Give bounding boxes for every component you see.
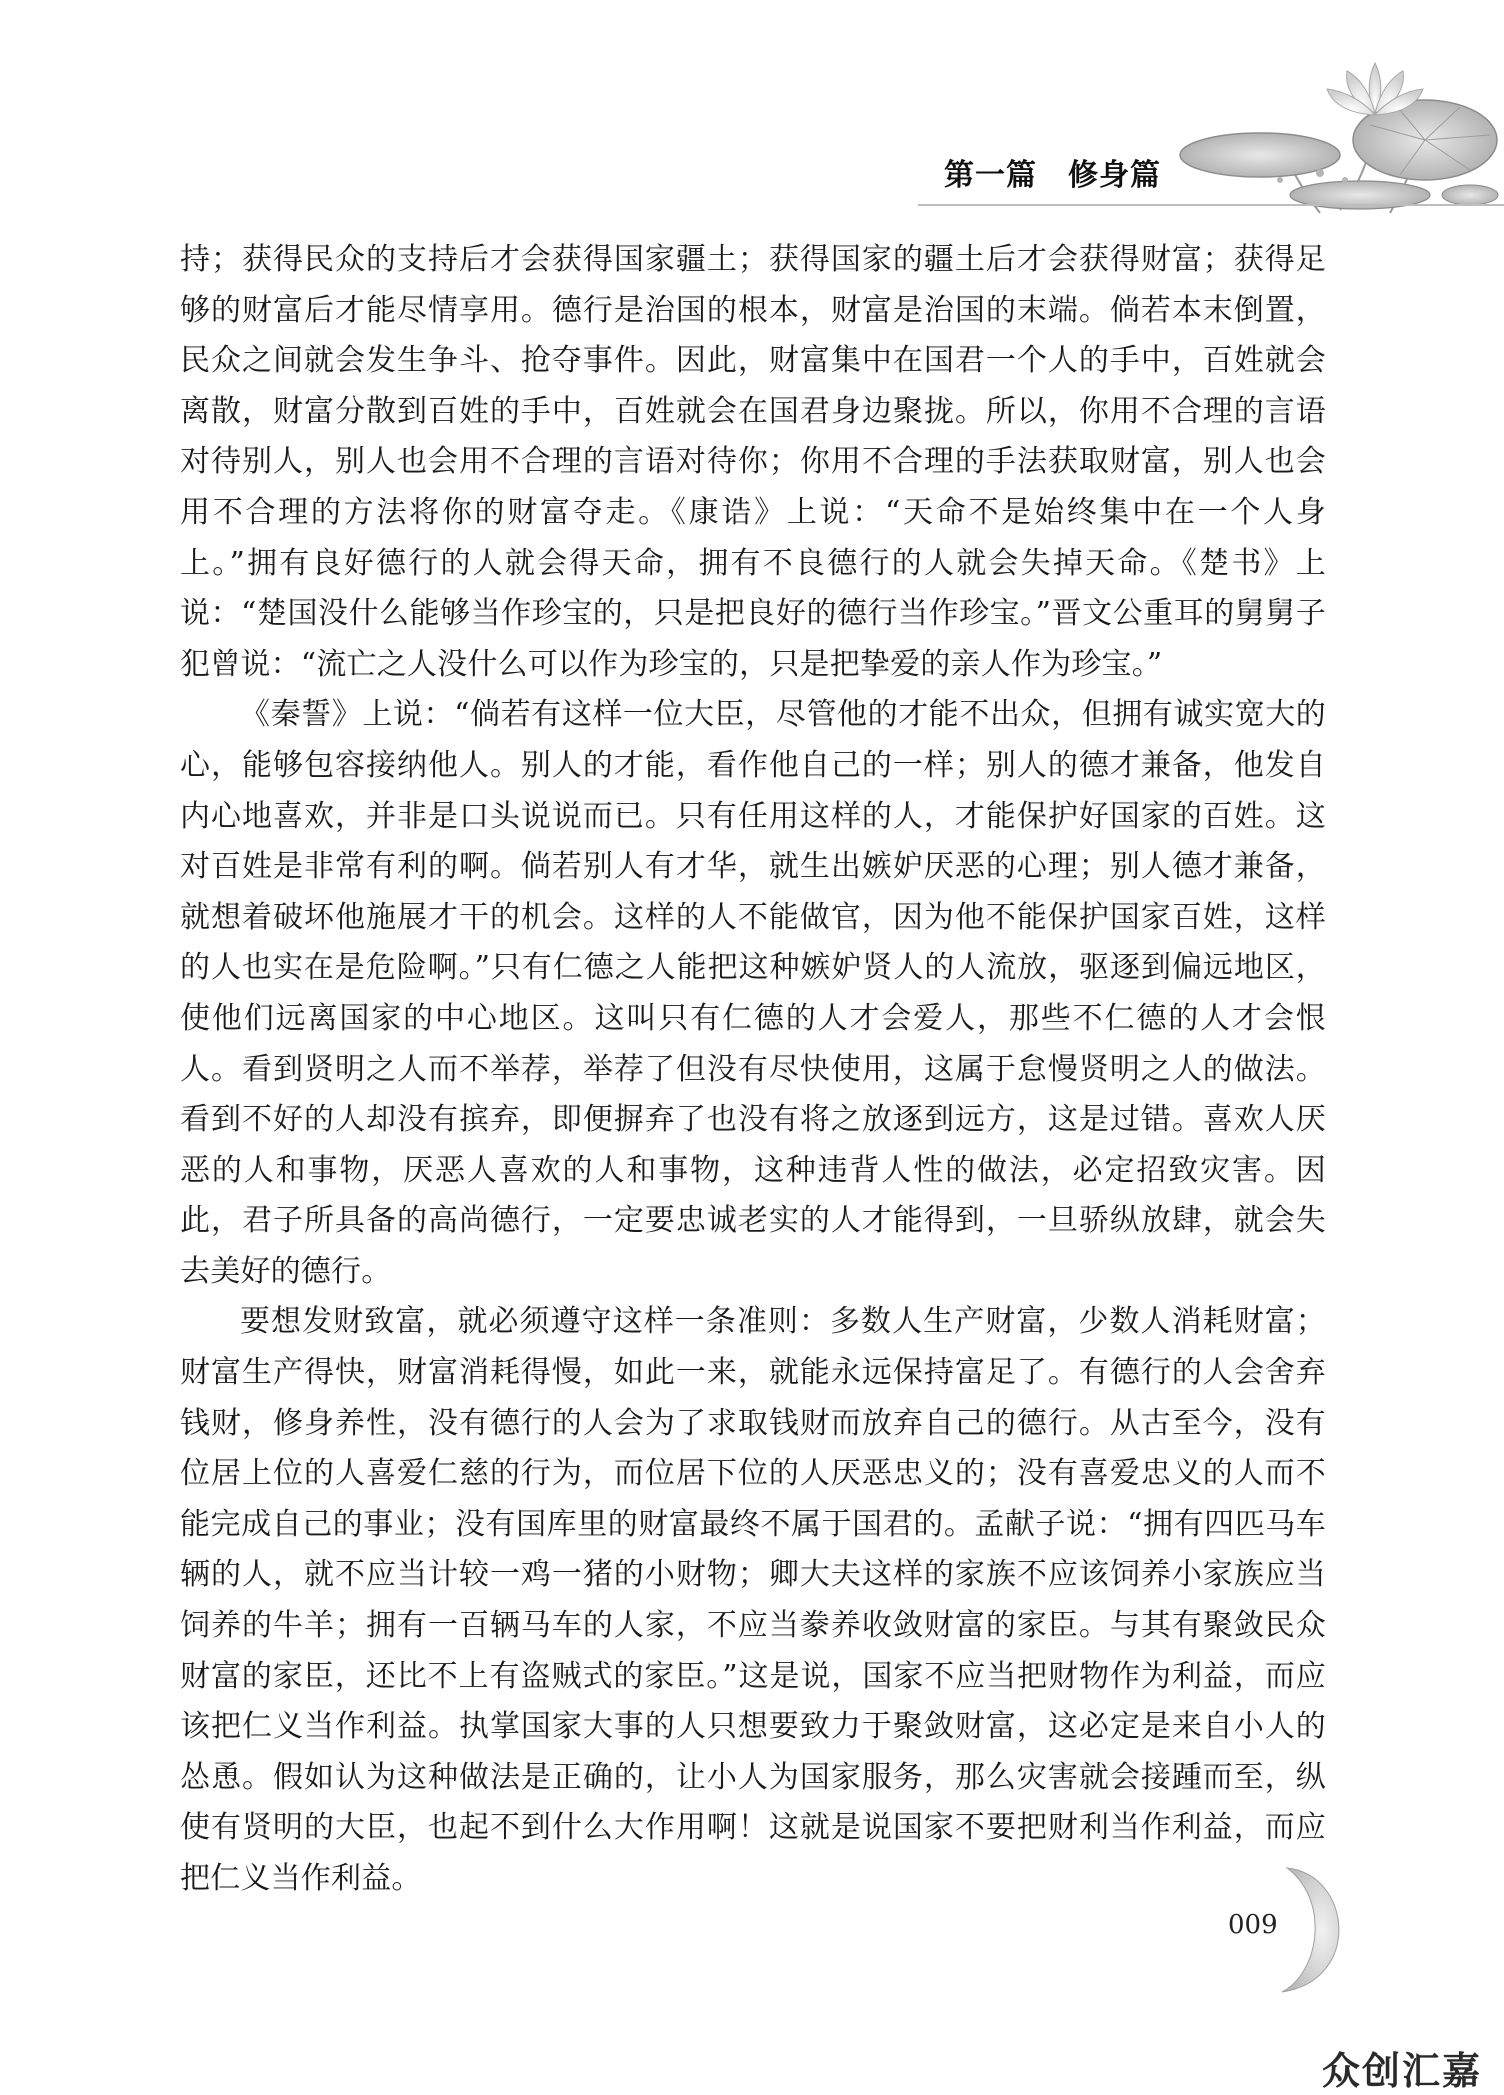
lotus-decoration-icon (1170, 55, 1500, 215)
page-header (0, 0, 1504, 215)
paragraph-1: 持；获得民众的支持后才会获得国家疆土；获得国家的疆土后才会获得财富；获得足够的财富后才能尽情享用。德行是治国的根本，财富是治国的末端。倘若本末倒置，民众之间就会发生争斗、抢夺事件。因此，财富集中在国君一个人的手中，百姓就会离散，财富分散到百姓的手中，百姓就会在国君身边聚拢。所以，你用不合理的言语对待别人，别人也会用不合理的言语对待你；你用不合理的手法获取财富，别人也会用不合理的方法将你的财富夺走。《康诰》上说：“天命不是始终集中在一个人身上。”拥有良好德行的人就会得天命，拥有不良德行的人就会失掉天命。《楚书》上说：“楚国没什么能够当作珍宝的，只是把良好的德行当作珍宝。”晋文公重耳的舅舅子犯曾说：“流亡之人没什么可以作为珍宝的，只是把挚爱的亲人作为珍宝。” (180, 242, 1326, 682)
watermark-text: 众创汇嘉 (1322, 2049, 1483, 2093)
body-text (180, 235, 1326, 1905)
paragraph-2: 《秦誓》上说：“倘若有这样一位大臣，尽管他的才能不出众，但拥有诚实宽大的心，能够包容接纳他人。别人的才能，看作他自己的一样；别人的德才兼备，他发自内心地喜欢，并非是口头说说而已。只有任用这样的人，才能保护好国家的百姓。这对百姓是非常有利的啊。倘若别人有才华，就生出嫉妒厌恶的心理；别人德才兼备，就想着破坏他施展才干的机会。这样的人不能做官，因为他不能保护国家百姓，这样的人也实在是危险啊。”只有仁德之人能把这种嫉妒贤人的人流放，驱逐到偏远地区，使他们远离国家的中心地区。这叫只有仁德的人才会爱人，那些不仁德的人才会恨人。看到贤明之人而不举荐，举荐了但没有尽快使用，这属于怠慢贤明之人的做法。看到不好的人却没有摈弃，即便摒弃了也没有将之放逐到远方，这是过错。喜欢人厌恶的人和事物，厌恶人喜欢的人和事物，这种违背人性的做法，必定招致灾害。因此，君子所具备的高尚德行，一定要忠诚老实的人才能得到，一旦骄纵放肆，就会失去美好的德行。 (180, 697, 1326, 1289)
header-divider (918, 204, 1504, 206)
page-number: 009 (1228, 1910, 1278, 1940)
chapter-title: 第一篇 修身篇 (944, 158, 1161, 193)
paragraph-3: 要想发财致富，就必须遵守这样一条准则：多数人生产财富，少数人消耗财富；财富生产得快，财富消耗得慢，如此一来，就能永远保持富足了。有德行的人会舍弃钱财，修身养性，没有德行的人会为了求取钱财而放弃自己的德行。从古至今，没有位居上位的人喜爱仁慈的行为，而位居下位的人厌恶忠义的；没有喜爱忠义的人而不能完成自己的事业；没有国库里的财富最终不属于国君的。孟献子说：“拥有四匹马车辆的人，就不应当计较一鸡一猪的小财物；卿大夫这样的家族不应该饲养小家族应当饲养的牛羊；拥有一百辆马车的人家，不应当豢养收敛财富的家臣。与其有聚敛民众财富的家臣，还比不上有盗贼式的家臣。”这是说，国家不应当把财物作为利益，而应该把仁义当作利益。执掌国家大事的人只想要致力于聚敛财富，这必定是来自小人的怂恿。假如认为这种做法是正确的，让小人为国家服务，那么灾害就会接踵而至，纵使有贤明的大臣，也起不到什么大作用啊！这就是说国家不要把财利当作利益，而应把仁义当作利益。 (180, 1304, 1326, 1896)
